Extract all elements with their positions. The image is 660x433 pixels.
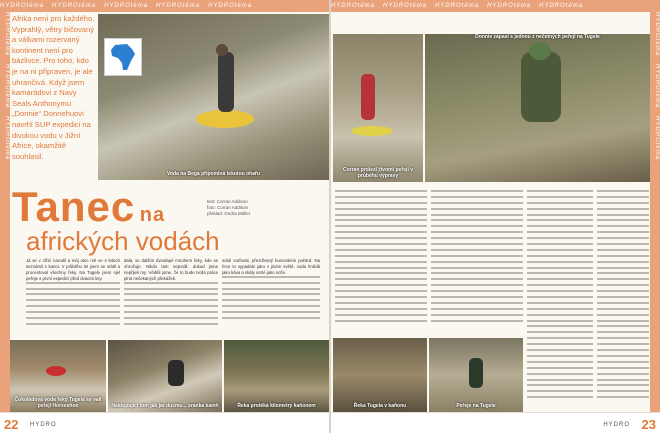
text-column-6 [527,190,593,412]
photo-bottom-middle: Nastupující tom ják jar ducmu... sranka kainh [108,340,222,412]
photo-bottom-right-1: Řeka Tugela v kaňonu [333,338,427,412]
text-column-3: sobě surfovat, přezdívaný buvorském pohled. Na řece to vypadalo jako v jiném světě, voda hnědá jako káva a skály ostré jako nože. [222,258,320,336]
text-column-1: Já se v Jižní narodil a můj otec mě ve 4 letech seznámil s kanoi. V průběhu let jsem se vrátil a procestoval všechny řeky. Na Tugele jsem sjel peřeje s první expedicí před dvaceti lety. [26,258,120,336]
header-band: HYDROtéma HYDROtéma HYDROtéma HYDROtéma HYDROtéma [0,0,329,12]
side-band: HYDROtéma HYDROtéma HYDROtéma [0,12,10,412]
photo-mid-surfer: Corran prolezl životní peřejí v průběhu výpravy [333,34,423,182]
credits: text: Corran Addison foto: Corran Addison překlad: Ondra Müller [207,199,251,216]
text-column-7 [597,190,649,412]
text-column-4 [335,190,427,332]
photo-top-surfer [98,14,329,180]
text-column-2: dala, se dalším dvoulapé mnohem řeky, kde se ohrožuje. Nikdo tam nejezdil, dokud jsme nepřijeli my. Věděli jsme, že to bude tvrdá práce plná nečekaných překážek. [124,258,218,336]
article-subtitle: afrických vodách [26,226,220,256]
page-number: 22 [4,417,19,432]
article-title: Tanec na [12,183,166,230]
photo-top-caption: Voda na Bega připomíná tekutou ohařu [167,171,260,177]
africa-map-icon [104,38,142,76]
page-number-right: 23 [641,417,656,432]
photo-bottom-right-2: Peřeje na Tugele [429,338,523,412]
side-band-right: HYDROtéma HYDROtéma HYDROtéma [650,12,660,412]
footer-brand-right: HYDRO [603,422,630,428]
photo-top-right: Donnie zápasí s jednou z nečetných peřejí na Tugele [425,34,650,182]
footer-brand: HYDRO [30,422,57,428]
photo-bottom-right: Řeka protéká kilometry kaňonem [224,340,329,412]
left-page [0,0,329,433]
text-column-5 [431,190,523,332]
right-page [331,0,660,433]
intro-text: Afrika není pro každého. Vyprahlý, větry bičovaný a válkami rozervaný kontinent není pro bázlivce. Pro toho, kdo je na ni připraven, je ale uhrančivá. Když jsem kamarádovi z Navy Seals Anthonymu „Donnie“ Donnehuovi navrhl SUP expedici na divokou vodu v Jižní Africe, okamžitě souhlasil. [12,14,95,161]
header-band-right: HYDROtéma HYDROtéma HYDROtéma HYDROtéma HYDROtéma [331,0,660,12]
photo-bottom-left: Čokoládová voda řeky Tugela se valí peřejí Horseshoe [10,340,106,412]
